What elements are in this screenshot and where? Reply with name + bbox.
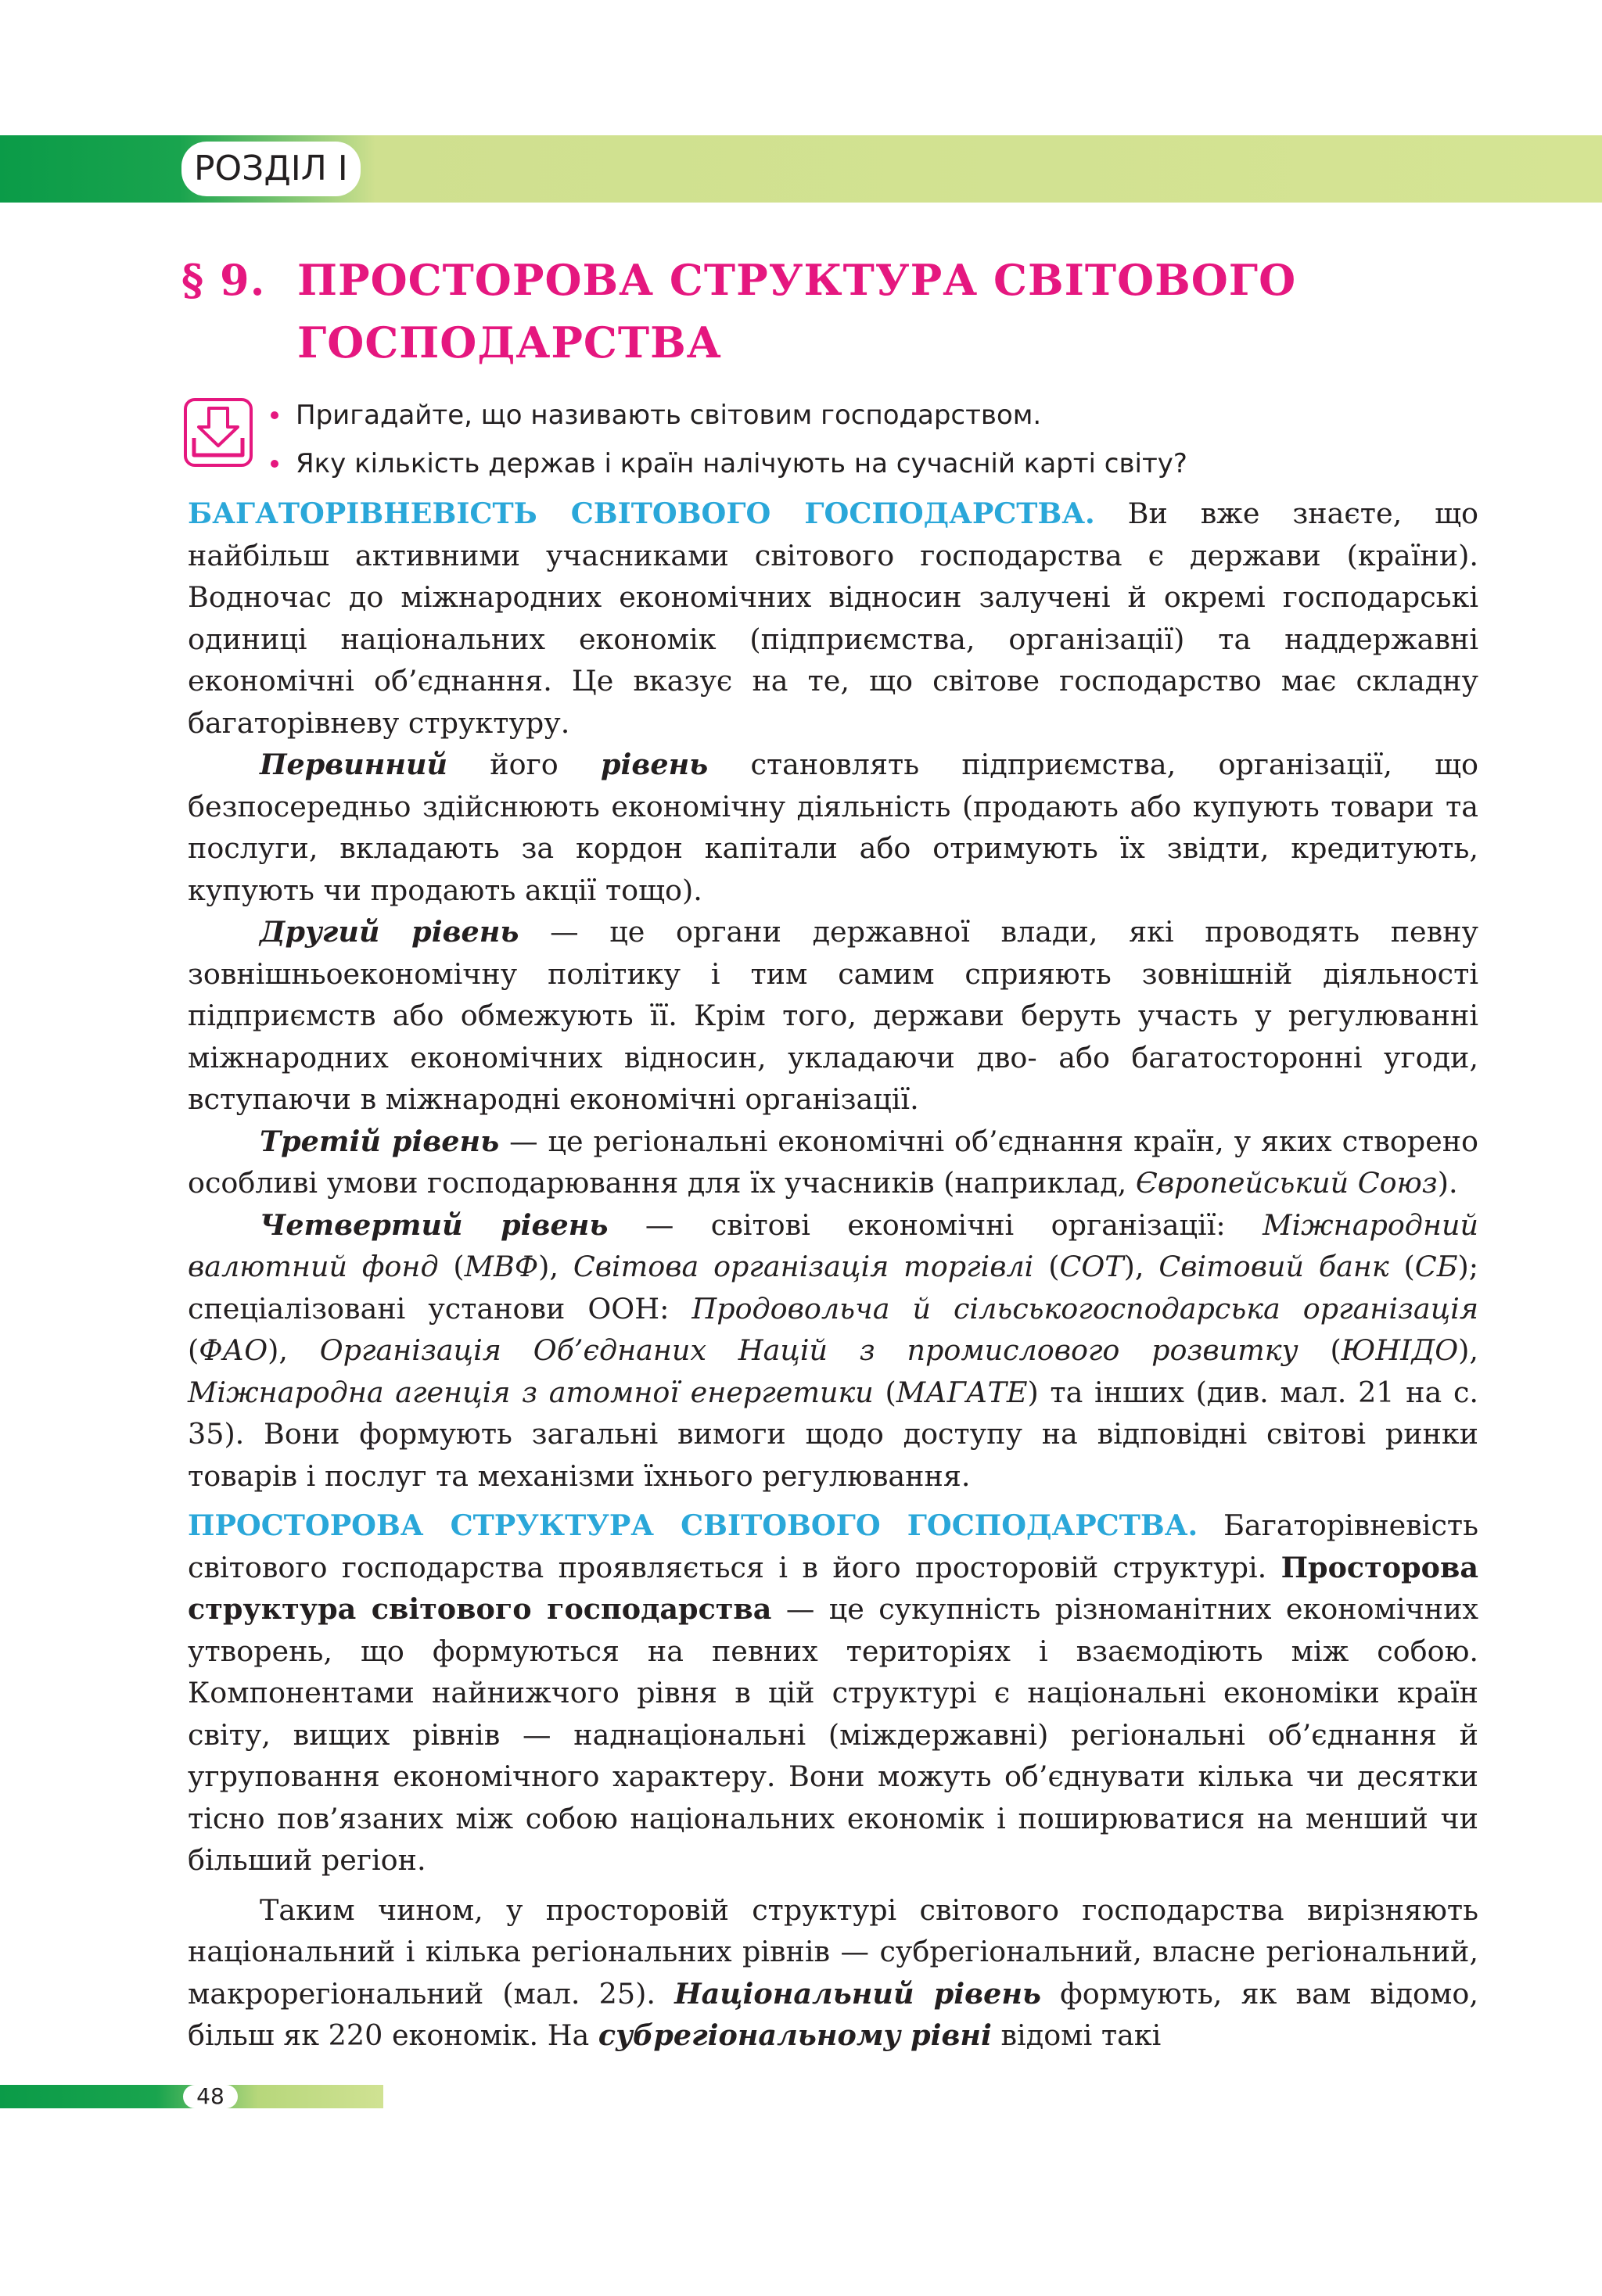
definition-term: Просторова структура світового господарства	[188, 1550, 1478, 1626]
italic-span: СБ	[1414, 1250, 1458, 1283]
paragraph-primary-level	[188, 744, 1478, 911]
text-span: — світові економічні організації:	[608, 1207, 1263, 1242]
text-span: (	[873, 1375, 896, 1409]
italic-span: ЮНІДО	[1341, 1333, 1459, 1367]
italic-span: ФАО	[199, 1333, 268, 1367]
page-number: 48	[183, 2085, 238, 2108]
text-span: — це регіональні економічні об’єднання країн, у яких створено особливі умови господарювання для їх учасників (наприклад,	[188, 1124, 1479, 1200]
title-line-2: ГОСПОДАРСТВА	[297, 317, 722, 368]
text-span: (	[188, 1333, 199, 1367]
term: Четвертий рівень	[260, 1207, 609, 1242]
paragraph-fourth-level	[188, 1204, 1478, 1498]
text-span: Багаторівневість світового господарства проявляється і в його просторовій структурі.	[188, 1509, 1478, 1584]
paragraph-number: § 9.	[181, 255, 266, 305]
italic-span: МАГАТЕ	[896, 1375, 1028, 1409]
text-span: становлять підприємства, організації, що безпосередньо здійснюють економічну діяльність (продають або купують товари та послуги, вкладають за кордон капітали або отримують їх звідти, кредитують, купують чи продають акції тощо).	[188, 748, 1478, 907]
recall-item: Яку кількість держав і країн налічують на сучасній карті світу?	[268, 439, 1519, 488]
italic-span: СОТ	[1059, 1250, 1124, 1283]
text-span: (	[438, 1250, 465, 1283]
text-span: його	[447, 748, 601, 781]
italic-span: МВФ	[464, 1250, 539, 1283]
text-span: відомі такі	[991, 2018, 1162, 2052]
italic-span: Європейський Союз	[1135, 1166, 1438, 1200]
italic-span: Світовий банк	[1158, 1250, 1389, 1283]
text-span: (	[1298, 1333, 1342, 1367]
italic-span: Міжнародна агенція з атомної енергетики	[188, 1375, 874, 1409]
text-span: (	[1388, 1250, 1415, 1283]
recall-item: Пригадайте, що називають світовим господарством.	[268, 391, 1519, 439]
italic-span: Світова організація торгівлі	[573, 1250, 1034, 1283]
text-span: ) та інших (див. мал. 21 на с. 35). Вони формують загальні вимоги щодо доступу на відповідні світові ринки товарів і послуг та механізми їхнього регулювання.	[188, 1375, 1478, 1493]
term: Третій рівень	[260, 1124, 500, 1158]
italic-span: Організація Об’єднаних Націй з промислового розвитку	[319, 1333, 1298, 1367]
paragraph-levels	[188, 1889, 1478, 2057]
term: Національний рівень	[674, 1976, 1042, 2011]
text-span: — це органи державної влади, які проводять певну зовнішньоекономічну політику і тим самим сприяють зовнішній діяльності підприємств або обмежують її. Крім того, держави беруть участь у регулюванні міжнародних економічних відносин, укладаючи дво- або багатосторонні угоди, вступаючи в міжнародні економічні організації.	[188, 915, 1478, 1116]
text-span: Таким чином, у просторовій структурі світового господарства вирізняють національний і кілька регіональних рівнів — субрегіональний, власне регіональний, макрорегіональний (мал. 25).	[188, 1892, 1478, 2011]
text-span: (	[1033, 1250, 1060, 1283]
italic-span: Міжнародний валютний фонд	[188, 1207, 1478, 1283]
download-tray-icon	[183, 397, 253, 468]
subheading: ПРОСТОРОВА СТРУКТУРА СВІТОВОГО ГОСПОДАРСТВА.	[188, 1509, 1198, 1542]
paragraph-multilevel	[188, 493, 1478, 744]
title-line-1: ПРОСТОРОВА СТРУКТУРА СВІТОВОГО	[297, 255, 1297, 305]
italic-span: Продовольча й сільськогосподарська організація	[691, 1291, 1478, 1326]
text-span: формують, як вам відомо, більш як 220 економік. На	[188, 1976, 1479, 2052]
subheading: БАГАТОРІВНЕВІСТЬ СВІТОВОГО ГОСПОДАРСТВА.	[188, 497, 1095, 530]
term: Первинний	[260, 748, 448, 781]
text-span: Ви вже знаєте, що найбільш активними учасниками світового господарства є держави (країни). Водночас до міжнародних економічних відносин залучені й окремі господарські одиниці національних економік (підприємства, організації) та наддержавні економічні об’єднання. Це вказує на те, що світове господарство має складну багаторівневу структуру.	[188, 497, 1479, 740]
paragraph-second-level	[188, 911, 1478, 1121]
term: Другий рівень	[260, 915, 519, 949]
main-text	[188, 493, 1478, 2057]
term: рівень	[600, 748, 709, 781]
section-label: РОЗДІЛ I	[181, 142, 361, 196]
text-span: ),	[1123, 1250, 1159, 1283]
text-span: ),	[268, 1333, 320, 1367]
text-span: — це сукупність різноманітних економічних утворень, що формуються на певних територіях і взаємодіють між собою. Компонентами найнижчого рівня в цій структурі є національні економіки країн світу, вищих рівнів — наднаціональні (міждержавні) регіональні об’єднання й угруповання економічного характеру. Вони можуть об’єднувати кілька чи десятки тісно пов’язаних між собою національних економік і поширюватися на менший чи більший регіон.	[188, 1592, 1478, 1877]
text-span: ),	[1458, 1333, 1479, 1367]
paragraph-spatial-structure	[188, 1505, 1478, 1882]
text-span: ).	[1437, 1166, 1458, 1200]
term: субрегіональному рівні	[598, 2018, 992, 2052]
text-span: ),	[538, 1250, 573, 1283]
text-span: ); спеціалізовані установи ООН:	[188, 1250, 1479, 1326]
recall-questions	[268, 391, 1519, 488]
paragraph-third-level	[188, 1121, 1478, 1204]
